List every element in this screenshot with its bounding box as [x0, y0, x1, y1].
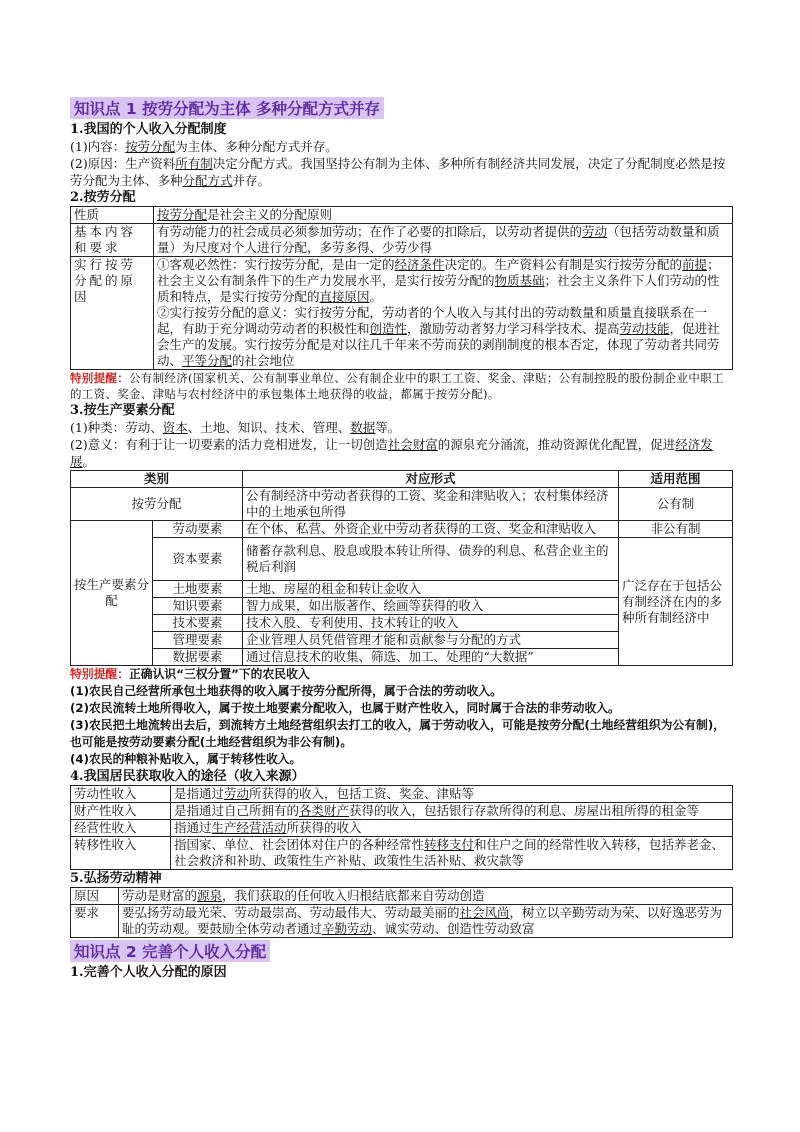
row-label: 基本内容和要求: [71, 224, 154, 257]
group-label: 按生产要素分配: [71, 521, 153, 666]
row-content: 公有制经济中劳动者获得的工资、奖金和津贴收入；农村集体经济中的土地承包所得: [243, 488, 619, 521]
row-label: 资本要素: [153, 538, 243, 581]
special-note: 特别提醒：公有制经济(国家机关、公有制事业单位、公有制企业中的职工工资、奖金、津贴；公有制控股的股份制企业中职工的工资、奖金、津贴与农村经济中的承包集体土地获得的收益，都属于按劳分配)。: [70, 371, 724, 401]
row-label: 土地要素: [153, 581, 243, 598]
table-row: [71, 224, 733, 257]
table-row: [71, 521, 733, 538]
paragraph: (2)原因：生产资料所有制决定分配方式。我国坚持公有制为主体、多种所有制经济共同发展，决定了分配制度必然是按劳分配为主体、多种分配方式并存。: [70, 156, 726, 188]
labor-spirit-table: [70, 887, 733, 938]
row-scope: 公有制: [619, 488, 733, 521]
factor-distribution-table: [70, 470, 733, 666]
row-label: 数据要素: [153, 649, 243, 666]
section-heading-kp1: 知识点 1 按劳分配为主体 多种分配方式并存: [70, 97, 384, 119]
row-content: 有劳动能力的社会成员必须参加劳动；在作了必要的扣除后，以劳动者提供的劳动（包括劳动数量和质量）为尺度对个人进行分配，多劳多得、少劳少得: [154, 224, 733, 257]
row-label: 按劳分配: [71, 488, 243, 521]
row-scope: 广泛存在于包括公有制经济在内的多种所有制经济中: [619, 538, 733, 666]
table-row: [71, 837, 733, 870]
row-label: 经营性收入: [71, 820, 171, 837]
column-header: 对应形式: [243, 471, 619, 488]
row-label: 管理要素: [153, 632, 243, 649]
paragraph: (1)种类：劳动、资本、土地、知识、技术、管理、数据等。: [70, 420, 401, 435]
subsection-title: 1.我国的个人收入分配制度: [70, 122, 227, 137]
subsection-title: 1.完善个人收入分配的原因: [70, 965, 227, 980]
subsection-title: 2.按劳分配: [70, 190, 136, 205]
row-label: 实行按劳分配的原因: [71, 257, 154, 370]
row-content: 技术入股、专利使用、技术转让的收入: [243, 615, 619, 632]
table-header-row: [71, 471, 733, 488]
row-content: 劳动是财富的源泉，我们获取的任何收入归根结底都来自劳动创造: [119, 888, 733, 905]
row-content: 是指通过劳动所获得的收入，包括工资、奖金、津贴等: [171, 786, 733, 803]
column-header: 类别: [71, 471, 243, 488]
subsection-title: 4.我国居民获取收入的途径（收入来源）: [70, 769, 305, 784]
table-row: [71, 905, 733, 938]
table-row: [71, 820, 733, 837]
note-line: (1)农民自己经营所承包土地获得的收入属于按劳分配所得，属于合法的劳动收入。: [70, 684, 502, 698]
table-row: [71, 488, 733, 521]
row-content: 在个体、私营、外资企业中劳动者获得的工资、奖金和津贴收入: [243, 521, 619, 538]
row-content: ①客观必然性：实行按劳分配，是由一定的经济条件决定的。生产资料公有制是实行按劳分配的前提；社会主义公有制条件下的生产力发展水平，是实行按劳分配的物质基础；社会主义条件下人们劳动的性质和特点，是实行按劳分配的直接原因。 ②实行按劳分配的意义：实行按劳分配，劳动者的个人收入与其付出的劳动数量和质量直接联系在一起，有助于充分调动劳动者的积极性和创造性，激励劳动者努力学习科学技术、提高劳动技能，促进社会生产的发展。实行按劳分配是对以往几千年来不劳而获的剥削制度的根本否定，体现了劳动者共同劳动、平等分配的社会地位: [154, 257, 733, 370]
row-content: 土地、房屋的租金和转让金收入: [243, 581, 619, 598]
row-scope: 非公有制: [619, 521, 733, 538]
document-page: [70, 95, 733, 981]
row-label: 转移性收入: [71, 837, 171, 870]
row-label: 性质: [71, 207, 154, 224]
row-label: 知识要素: [153, 598, 243, 615]
row-content: 按劳分配是社会主义的分配原则: [154, 207, 733, 224]
row-content: 通过信息技术的收集、筛选、加工、处理的“大数据”: [243, 649, 619, 666]
table-row: [71, 888, 733, 905]
table-row: [71, 257, 733, 370]
labor-distribution-table: [70, 206, 733, 370]
row-label: 劳动要素: [153, 521, 243, 538]
row-label: 技术要素: [153, 615, 243, 632]
special-note: 特别提醒：正确认识“三权分置”下的农民收入 (1)农民自己经营所承包土地获得的收入属于按劳分配所得，属于合法的劳动收入。 (2)农民流转土地所得收入，属于按土地要素分配收入，也属于财产性收入，同时属于合法的非劳动收入。 (3)农民把土地流转出去后，到流转方土地经营组织去打工的收入，属于劳动收入，可能是按劳分配(土地经营组织为公有制)，也可能是按劳动要素分配(土地经营组织为非公有制)。 (4)农民的种粮补贴收入，属于转移性收入。: [70, 666, 733, 768]
row-content: 是指通过自己所拥有的各类财产获得的收入，包括银行存款所得的利息、房屋出租所得的租金等: [171, 803, 733, 820]
paragraph: (1)内容：按劳分配为主体、多种分配方式并存。: [70, 139, 338, 154]
note-line: (2)农民流转土地所得收入，属于按土地要素分配收入，也属于财产性收入，同时属于合法的非劳动收入。: [70, 701, 620, 715]
row-content: 智力成果，如出版著作、绘画等获得的收入: [243, 598, 619, 615]
table-row: [71, 207, 733, 224]
row-label: 要求: [71, 905, 119, 938]
income-source-table: [70, 785, 733, 870]
row-content: 要弘扬劳动最光荣、劳动最崇高、劳动最伟大、劳动最美丽的社会风尚，树立以辛勤劳动为荣、以好逸恶劳为耻的劳动观。要鼓励全体劳动者通过辛勤劳动、诚实劳动、创造性劳动致富: [119, 905, 733, 938]
row-content: 储蓄存款利息、股息或股本转让所得、债券的利息、私营企业主的税后利润: [243, 538, 619, 581]
row-content: 企业管理人员凭借管理才能和贡献参与分配的方式: [243, 632, 619, 649]
note-line: (3)农民把土地流转出去后，到流转方土地经营组织去打工的收入，属于劳动收入，可能是按劳分配(土地经营组织为公有制)，也可能是按劳动要素分配(土地经营组织为非公有制)。: [70, 718, 726, 749]
row-label: 原因: [71, 888, 119, 905]
subsection-title: 5.弘扬劳动精神: [70, 871, 162, 886]
row-label: 财产性收入: [71, 803, 171, 820]
section-heading-kp2: 知识点 2 完善个人收入分配: [70, 940, 270, 962]
row-content: 指通过生产经营活动所获得的收入: [171, 820, 733, 837]
table-row: [71, 803, 733, 820]
column-header: 适用范围: [619, 471, 733, 488]
note-line: (4)农民的种粮补贴收入，属于转移性收入。: [70, 752, 302, 766]
table-row: [71, 786, 733, 803]
paragraph: (2)意义：有利于让一切要素的活力竞相迸发，让一切创造社会财富的源泉充分涌流，推动资源优化配置，促进经济发展。: [70, 437, 713, 469]
subsection-title: 3.按生产要素分配: [70, 403, 175, 418]
row-content: 指国家、单位、社会团体对住户的各种经常性转移支付和住户之间的经常性收入转移，包括养老金、社会救济和补助、政策性生产补贴、政策性生活补贴、救灾款等: [171, 837, 733, 870]
table-row: [71, 538, 733, 581]
row-label: 劳动性收入: [71, 786, 171, 803]
